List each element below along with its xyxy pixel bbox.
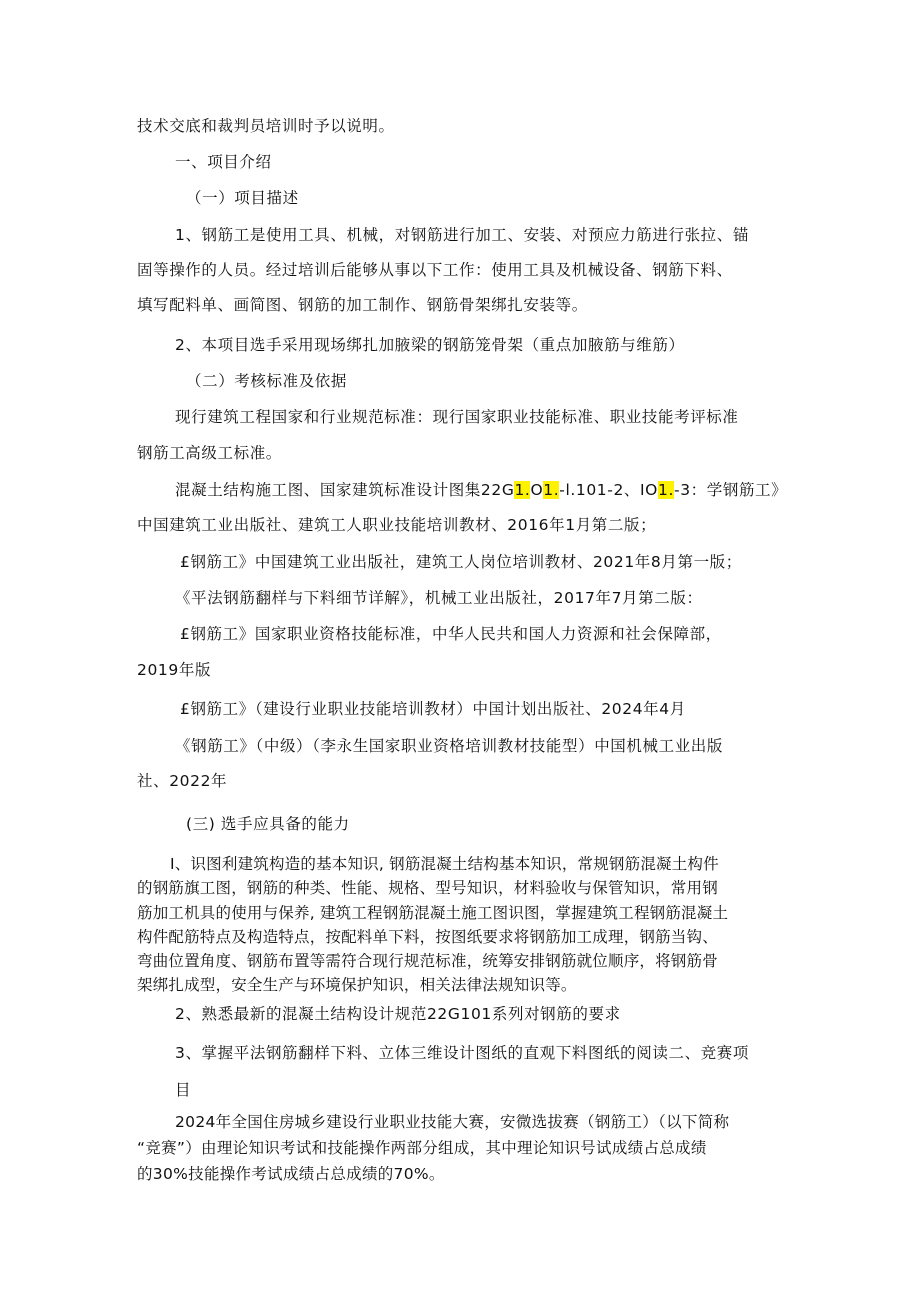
highlighted-text: 1. [658, 481, 674, 499]
paragraph-line: 2、本项目选手采用现场绑扎加腋梁的钢筋笼骨架（重点加腋筋与维筋） [175, 336, 685, 354]
paragraph-line: 的30%技能操作考试成绩占总成绩的70%。 [137, 1165, 445, 1183]
reference-text: 混凝土结构施工图、国家建筑标准设计图集22G [175, 481, 515, 499]
reference-line [175, 479, 787, 501]
paragraph-line: 架绑扎成型，安全生产与环境保护知识，相关法律法规知识等。 [137, 976, 577, 994]
reference-line: £钢筋工》国家职业资格技能标准，中华人民共和国人力资源和社会保障部， [180, 625, 722, 643]
reference-line: 中国建筑工业出版社、建筑工人职业技能培训教材、2016年1月第二版； [137, 516, 657, 534]
subheading-project-description: （一）项目描述 [186, 189, 299, 207]
paragraph-line: 填写配料单、画简图、钢筋的加工制作、钢筋骨架绑扎安装等。 [137, 296, 588, 314]
reference-line: 《钢筋工》（中级）（李永生国家职业资格培训教材技能型）中国机械工业出版 [175, 737, 724, 755]
subheading-competitor-abilities: (三) 选手应具备的能力 [186, 815, 350, 833]
highlighted-text: 1. [514, 481, 531, 499]
reference-line: £钢筋工》（建设行业职业技能培训教材）中国计划出版社、2024年4月 [180, 700, 686, 718]
paragraph-line: 的钢筋旗工图，钢筋的种类、性能、规格、型号知识，材料验收与保管知识，常用钢 [137, 879, 718, 897]
paragraph-line: 3、掌握平法钢筋翻样下料、立体三维设计图纸的直观下料图纸的阅读二、竞赛项 [175, 1044, 749, 1062]
paragraph-line: 2、熟悉最新的混凝土结构设计规范22G101系列对钢筋的要求 [175, 1005, 621, 1023]
intro-line: 技术交底和裁判员培训时予以说明。 [137, 117, 395, 135]
reference-text: -l.101-2、IO [559, 481, 658, 499]
paragraph-line: 固等操作的人员。经过培训后能够从事以下工作：使用工具及机械设备、钢筋下料、 [137, 261, 733, 279]
paragraph-line: 弯曲位置角度、钢筋布置等需符合现行规范标准，统筹安排钢筋就位顺序，将钢筋骨 [137, 952, 718, 970]
paragraph-line: 目 [175, 1081, 192, 1099]
paragraph-line: 现行建筑工程国家和行业规范标准：现行国家职业技能标准、职业技能考评标准 [175, 408, 739, 426]
paragraph-line: 1、钢筋工是使用工具、机械，对钢筋进行加工、安装、对预应力筋进行张拉、锚 [175, 226, 749, 244]
paragraph-line: I、识图利建筑构造的基本知识, 钢筋混凝土结构基本知识，常规钢筋混凝土构件 [170, 855, 719, 873]
reference-text: -3：学钢筋工》 [674, 481, 788, 499]
paragraph-line: 2024年全国住房城乡建设行业职业技能大赛，安微选拔赛（钢筋工）（以下简称 [175, 1113, 730, 1131]
paragraph-line: 钢筋工高级工标准。 [137, 444, 282, 462]
paragraph-line: 构件配筋特点及构造特点，按配料单下料，按图纸要求将钢筋加工成理，钢筋当钩、 [137, 928, 718, 946]
reference-line: 2019年版 [137, 661, 212, 679]
reference-line: 《平法钢筋翻样与下料细节详解》，机械工业出版社，2017年7月第二版： [175, 589, 703, 607]
highlighted-text: 1. [543, 481, 560, 499]
paragraph-line: 筋加工机具的使用与保养, 建筑工程钢筋混凝土施工图识图，掌握建筑工程钢筋混凝土 [137, 904, 729, 922]
reference-line: £钢筋工》中国建筑工业出版社，建筑工人岗位培训教材、2021年8月第一版； [180, 553, 742, 571]
subheading-assessment-standards: （二）考核标准及依据 [186, 372, 348, 390]
reference-text: O [530, 481, 544, 499]
reference-line: 社、2022年 [137, 772, 228, 790]
section-heading-project-intro: 一、项目介绍 [175, 153, 272, 171]
paragraph-line: “竞赛”）由理论知识考试和技能操作两部分组成，其中理论知识号试成绩占总成绩 [137, 1139, 707, 1157]
